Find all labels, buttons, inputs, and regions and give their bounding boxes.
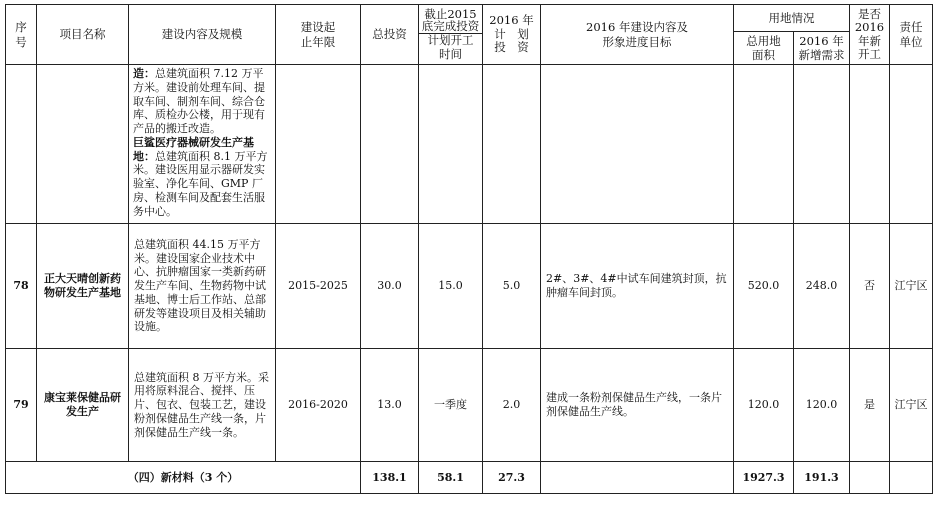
- header-project-name: 项目名称: [37, 5, 129, 65]
- project-table: [5, 4, 933, 494]
- subtotal-by-2015: 58.1: [419, 462, 483, 494]
- subtotal-land-total: 1927.3: [734, 462, 794, 494]
- header-seq: 序 号: [6, 5, 37, 65]
- row-goal: 2#、3#、4#中试车间建筑封顶，抗肿瘤车间封顶。: [541, 224, 734, 349]
- header-years: 建设起 止年限: [276, 5, 361, 65]
- header-by-end-2015: [419, 5, 483, 65]
- header-by-end-2015-top: 截止2015 底完成投资: [419, 8, 482, 34]
- header-start-time: 计划开工 时间: [427, 33, 474, 61]
- continuation-paragraph: 造：总建筑面积 7.12 万平方米。建设前处理车间、提取车间、制剂车间、综合仓库、质检办公楼，用于现有产品的搬迁改造。: [133, 67, 265, 135]
- header-land-new: 2016 年 新增需求: [794, 32, 850, 65]
- subtotal-goal: [541, 462, 734, 494]
- row-plan-2016: 2.0: [483, 349, 541, 462]
- row-seq: 79: [6, 349, 37, 462]
- row-new-start: 否: [850, 224, 890, 349]
- header-total-investment: 总投资: [361, 5, 419, 65]
- row-land-total: 120.0: [734, 349, 794, 462]
- continuation-row: [6, 65, 933, 224]
- row-plan-2016: 5.0: [483, 224, 541, 349]
- subtotal-new-start: [850, 462, 890, 494]
- row-project-name: 正大天晴创新药物研发生产基地: [37, 224, 129, 349]
- row-years: 2016-2020: [276, 349, 361, 462]
- subtotal-responsible: [890, 462, 933, 494]
- continuation-content: [129, 65, 276, 224]
- row-years: 2015-2025: [276, 224, 361, 349]
- table-row: [6, 349, 933, 462]
- header-plan-2016: 2016 年 计 划 投 资: [483, 5, 541, 65]
- row-by-2015: 15.0: [419, 224, 483, 349]
- row-new-start: 是: [850, 349, 890, 462]
- subtotal-plan-2016: 27.3: [483, 462, 541, 494]
- row-total: 30.0: [361, 224, 419, 349]
- subtotal-land-new: 191.3: [794, 462, 850, 494]
- continuation-paragraph: 巨鲨医疗器械研发生产基地：总建筑面积 8.1 万平方米。建设医用显示器研发实验室、净化车间、GMP 厂房、检测车间及配套生活服务中心。: [133, 135, 268, 218]
- subtotal-row: [6, 462, 933, 494]
- header-content-scale: 建设内容及规模: [129, 5, 276, 65]
- row-by-2015: 一季度: [419, 349, 483, 462]
- header-responsible: 责任 单位: [890, 5, 933, 65]
- row-goal: 建成一条粉剂保健品生产线，一条片剂保健品生产线。: [541, 349, 734, 462]
- row-land-new: 248.0: [794, 224, 850, 349]
- row-total: 13.0: [361, 349, 419, 462]
- header-land-use: 用地情况: [734, 5, 850, 32]
- table-row: [6, 224, 933, 349]
- subtotal-label: （四）新材料（3 个）: [6, 462, 361, 494]
- header-new-start: 是否 2016 年新 开工: [850, 5, 890, 65]
- row-seq: 78: [6, 224, 37, 349]
- continuation-name: [37, 65, 129, 224]
- row-responsible: 江宁区: [890, 224, 933, 349]
- row-content: 总建筑面积 44.15 万平方米。建设国家企业技术中心、抗肿瘤国家一类新药研发生产车间、生物药物中试基地、博士后工作站、总部研发等建设项目及相关辅助设施。: [129, 224, 276, 349]
- continuation-seq: [6, 65, 37, 224]
- subtotal-total: 138.1: [361, 462, 419, 494]
- row-content: 总建筑面积 8 万平方米。采用将原料混合、搅拌、压片、包衣、包装工艺，建设粉剂保健品生产线一条，片剂保健品生产线一条。: [129, 349, 276, 462]
- row-land-new: 120.0: [794, 349, 850, 462]
- header-land-total: 总用地 面积: [734, 32, 794, 65]
- row-responsible: 江宁区: [890, 349, 933, 462]
- row-project-name: 康宝莱保健品研发生产: [37, 349, 129, 462]
- row-land-total: 520.0: [734, 224, 794, 349]
- header-goal-2016: 2016 年建设内容及 形象进度目标: [541, 5, 734, 65]
